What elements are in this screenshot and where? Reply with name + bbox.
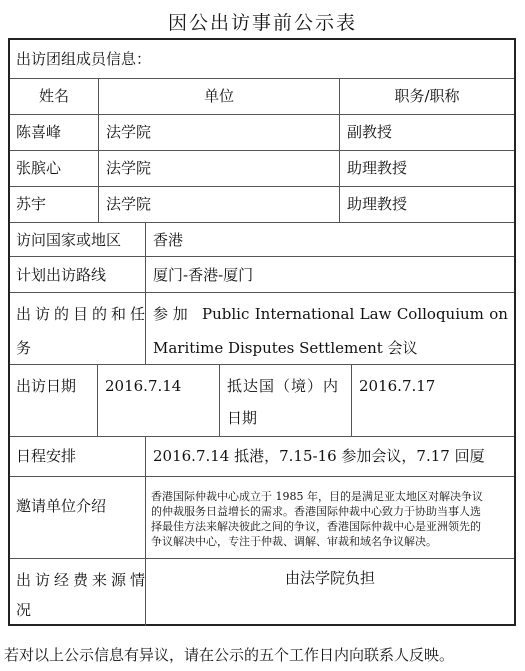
member-name: 苏宇 <box>16 195 47 213</box>
row-divider <box>10 558 514 559</box>
column-header-position: 职务/职称 <box>394 87 460 105</box>
col-divider <box>97 364 98 436</box>
host-description-line: 争议解决中心，专注于仲裁、调解、审裁和域名争议解决。 <box>151 535 437 548</box>
row-divider <box>10 150 514 151</box>
row-divider <box>10 476 514 477</box>
funding-value: 由法学院负担 <box>284 569 375 587</box>
member-unit: 法学院 <box>106 159 152 177</box>
row-divider <box>10 78 514 79</box>
funding-label-line2: 况 <box>16 601 32 619</box>
purpose-word: Law <box>359 305 392 323</box>
arrival-label-line2: 日期 <box>227 409 258 427</box>
row-divider <box>10 114 514 115</box>
host-description <box>151 489 513 549</box>
route-label: 计划出访路线 <box>16 266 107 284</box>
schedule-value: 2016.7.14 抵港，7.15-16 参加会议，7.17 回厦 <box>153 447 485 465</box>
col-divider <box>145 222 146 364</box>
member-name: 陈喜峰 <box>16 123 62 141</box>
purpose-word: on <box>489 305 508 323</box>
host-label: 邀请单位介绍 <box>16 497 107 515</box>
destination-value: 香港 <box>153 231 184 249</box>
host-description-line: 择最佳方法来解决彼此之间的争议，香港国际仲裁中心是亚洲领先的 <box>151 520 481 533</box>
col-divider <box>351 364 352 436</box>
row-divider <box>10 364 514 365</box>
departure-value: 2016.7.14 <box>105 377 182 395</box>
purpose-label-line1: 出访的目的和任 <box>16 305 150 323</box>
destination-label: 访问国家或地区 <box>16 231 122 249</box>
member-position: 助理教授 <box>347 159 408 177</box>
disclosure-table <box>8 38 516 626</box>
purpose-label-line2: 务 <box>16 339 32 357</box>
arrival-label-line1: 抵达国（境）内 <box>227 377 340 395</box>
host-description-line: 的仲裁服务日益增长的需求。香港国际仲裁中心致力于协助当事人选 <box>151 505 481 518</box>
purpose-word: International <box>254 305 355 323</box>
member-name: 张膑心 <box>16 159 62 177</box>
column-header-unit: 单位 <box>203 87 234 105</box>
members-header: 出访团组成员信息： <box>16 50 152 68</box>
route-value: 厦门-香港-厦门 <box>153 266 254 284</box>
member-unit: 法学院 <box>106 123 152 141</box>
purpose-value-prefix: 参 加 <box>153 305 188 323</box>
row-divider <box>10 222 514 223</box>
member-unit: 法学院 <box>106 195 152 213</box>
departure-label: 出访日期 <box>16 377 77 395</box>
schedule-label: 日程安排 <box>16 447 77 465</box>
host-description-line: 香港国际仲裁中心成立于 1985 年，目的是满足亚太地区对解决争议 <box>151 490 483 503</box>
purpose-word: Public <box>202 305 250 323</box>
purpose-word: Colloquium <box>396 305 484 323</box>
row-divider <box>10 186 514 187</box>
footer-note: 若对以上公示信息有异议，请在公示的五个工作日内向联系人反映。 <box>4 646 455 664</box>
arrival-value: 2016.7.17 <box>359 377 436 395</box>
member-position: 助理教授 <box>347 195 408 213</box>
row-divider <box>10 436 514 437</box>
column-header-name: 姓名 <box>38 87 69 105</box>
purpose-value-line1 <box>202 304 508 324</box>
row-divider <box>10 292 514 293</box>
member-position: 副教授 <box>347 123 393 141</box>
purpose-value-line2: Maritime Disputes Settlement 会议 <box>153 339 418 357</box>
page-title: 因公出访事前公示表 <box>167 12 357 34</box>
col-divider <box>219 364 220 436</box>
col-divider <box>145 436 146 626</box>
row-divider <box>10 256 514 257</box>
funding-label-line1: 出访经费来源情 <box>16 571 150 589</box>
